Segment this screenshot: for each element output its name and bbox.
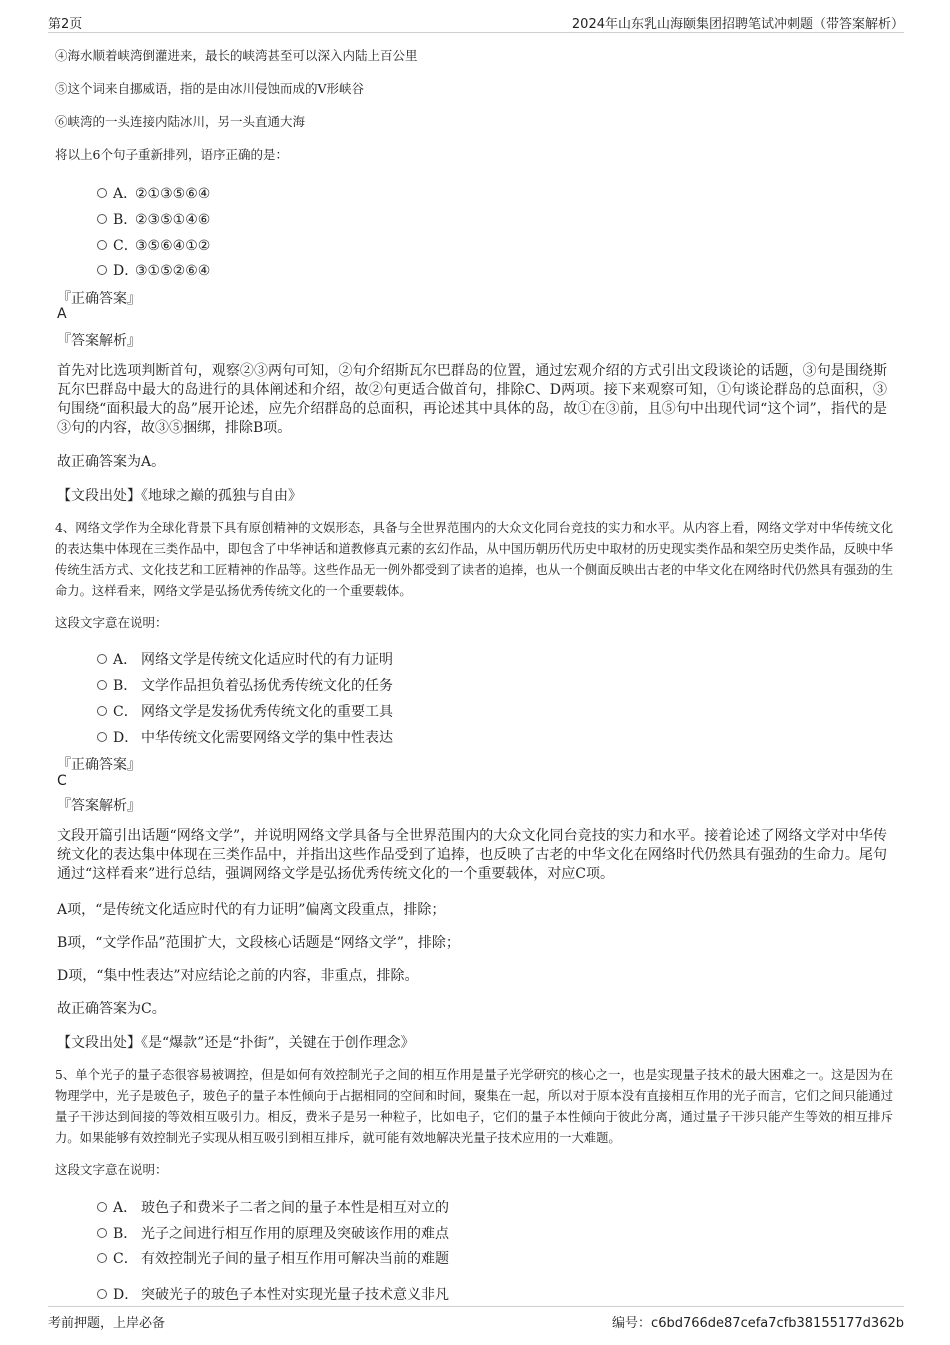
- radio-icon[interactable]: [97, 1228, 107, 1238]
- q3-option-b[interactable]: B．②③⑤①④⑥: [97, 209, 210, 229]
- radio-icon[interactable]: [97, 654, 107, 664]
- sentence-4: ④海水顺着峡湾倒灌进来，最长的峡湾甚至可以深入内陆上百公里: [55, 48, 418, 63]
- q3-option-d[interactable]: D．③①⑤②⑥④: [97, 260, 210, 280]
- radio-icon[interactable]: [97, 188, 107, 198]
- question-prompt: 这段文字意在说明：: [55, 1162, 168, 1177]
- code-label: 编号：: [612, 1316, 652, 1331]
- code-value: c6bd766de87cefa7cfb38155177d362b: [651, 1316, 904, 1331]
- q3-option-a[interactable]: A．②①③⑤⑥④: [97, 183, 210, 203]
- radio-icon[interactable]: [97, 1289, 107, 1299]
- page-header: [48, 10, 904, 33]
- question-stem: 5、单个光子的量子态很容易被调控，但是如何有效控制光子之间的相互作用是量子光学研究的核心之一，也是实现量子技术的最大困难之一。这是因为在物理学中，光子是玻色子，玻色子的量子本性倾向于占据相同的空间和时间，聚集在一起，所以对于原本没有直接相互作用的光子而言，它们之间只能通过量子干涉达到间接的等效相互吸引力。相反，费米子是另一种粒子，比如电子，它们的量子本性倾向于彼此分离，通过量子干涉只能产生等效的相互排斥力。如果能够有效控制光子实现从相互吸引到相互排斥，就可能有效地解决光量子技术应用的一大难题。: [55, 1068, 893, 1145]
- q4-option-d[interactable]: D． 中华传统文化需要网络文学的集中性表达: [97, 727, 393, 747]
- answer-label: 『正确答案』: [57, 291, 141, 307]
- answer-value: A: [57, 306, 67, 322]
- answer-label: 『正确答案』: [57, 757, 141, 773]
- radio-icon[interactable]: [97, 1253, 107, 1263]
- q5-option-a[interactable]: A． 玻色子和费米子二者之间的量子本性是相互对立的: [97, 1197, 449, 1217]
- q3-option-c[interactable]: C．③⑤⑥④①②: [97, 235, 210, 255]
- sentence-6: ⑥峡湾的一头连接内陆冰川，另一头直通大海: [55, 114, 306, 129]
- analysis-label: 『答案解析』: [57, 798, 141, 814]
- conclusion: 故正确答案为A。: [57, 454, 166, 470]
- q4-option-c[interactable]: C． 网络文学是发扬优秀传统文化的重要工具: [97, 701, 393, 721]
- radio-icon[interactable]: [97, 1202, 107, 1212]
- option-a-note: A项，“是传统文化适应时代的有力证明”偏离文段重点，排除；: [57, 902, 446, 918]
- radio-icon[interactable]: [97, 265, 107, 275]
- radio-icon[interactable]: [97, 240, 107, 250]
- sentence-5: ⑤这个词来自挪威语，指的是由冰川侵蚀而成的V形峡谷: [55, 81, 365, 96]
- document-title: 2024年山东乳山海颐集团招聘笔试冲刺题（带答案解析）: [571, 17, 904, 32]
- option-d-note: D项，“集中性表达”对应结论之前的内容，非重点，排除。: [57, 968, 419, 984]
- q4-option-b[interactable]: B． 文学作品担负着弘扬优秀传统文化的任务: [97, 675, 393, 695]
- question-prompt: 这段文字意在说明：: [55, 615, 168, 630]
- conclusion: 故正确答案为C。: [57, 1001, 166, 1017]
- page-number: 第2页: [48, 17, 83, 32]
- q5-option-c[interactable]: C． 有效控制光子间的量子相互作用可解决当前的难题: [97, 1248, 449, 1268]
- question-stem: 4、网络文学作为全球化背景下具有原创精神的文娱形态，具备与全世界范围内的大众文化同台竞技的实力和水平。从内容上看，网络文学对中华传统文化的表达集中体现在三类作品中，即包含了中华神话和道教修真元素的玄幻作品，从中国历朝历代历史中取材的历史现实类作品和架空历史类作品，反映中华传统生活方式、文化技艺和工匠精神的作品等。这些作品无一例外都受到了读者的追捧，也从一个侧面反映出古老的中华文化在网络时代仍然具有强劲的生命力。这样看来，网络文学是弘扬优秀传统文化的一个重要载体。: [55, 521, 893, 598]
- source: 【文段出处】《是“爆款”还是“扑街”，关键在于创作理念》: [57, 1035, 415, 1051]
- radio-icon[interactable]: [97, 214, 107, 224]
- analysis-text: 文段开篇引出话题“网络文学”，并说明网络文学具备与全世界范围内的大众文化同台竞技的实力和水平。接着论述了网络文学对中华传统文化的表达集中体现在三类作品中，并指出这些作品受到了追捧，也反映了古老的中华文化在网络时代仍然具有强劲的生命力。尾句通过“这样看来”进行总结，强调网络文学是弘扬优秀传统文化的一个重要载体，对应C项。: [57, 828, 887, 882]
- q4-option-a[interactable]: A． 网络文学是传统文化适应时代的有力证明: [97, 649, 393, 669]
- radio-icon[interactable]: [97, 680, 107, 690]
- analysis-label: 『答案解析』: [57, 333, 141, 349]
- question-prompt: 将以上6个句子重新排列，语序正确的是：: [55, 147, 288, 162]
- q5-option-d[interactable]: D． 突破光子的玻色子本性对实现光量子技术意义非凡: [97, 1284, 449, 1304]
- option-b-note: B项，“文学作品”范围扩大，文段核心话题是“网络文学”，排除；: [57, 935, 460, 951]
- source: 【文段出处】《地球之巅的孤独与自由》: [57, 488, 302, 504]
- q5-option-b[interactable]: B． 光子之间进行相互作用的原理及突破该作用的难点: [97, 1223, 449, 1243]
- document-code: [612, 1312, 904, 1331]
- footer-slogan: 考前押题，上岸必备: [48, 1316, 166, 1331]
- radio-icon[interactable]: [97, 706, 107, 716]
- answer-value: C: [57, 773, 67, 789]
- page-footer: [48, 1306, 904, 1331]
- analysis-text: 首先对比选项判断首句，观察②③两句可知，②句介绍斯瓦尔巴群岛的位置，通过宏观介绍的方式引出文段谈论的话题，③句是围绕斯瓦尔巴群岛中最大的岛进行的具体阐述和介绍，故②句更适合做首句，排除C、D两项。接下来观察可知，①句谈论群岛的总面积，③句围绕“面积最大的岛”展开论述，应先介绍群岛的总面积，再论述其中具体的岛，故①在③前，且⑤句中出现代词“这个词”，指代的是③句的内容，故③⑤捆绑，排除B项。: [57, 363, 887, 436]
- radio-icon[interactable]: [97, 732, 107, 742]
